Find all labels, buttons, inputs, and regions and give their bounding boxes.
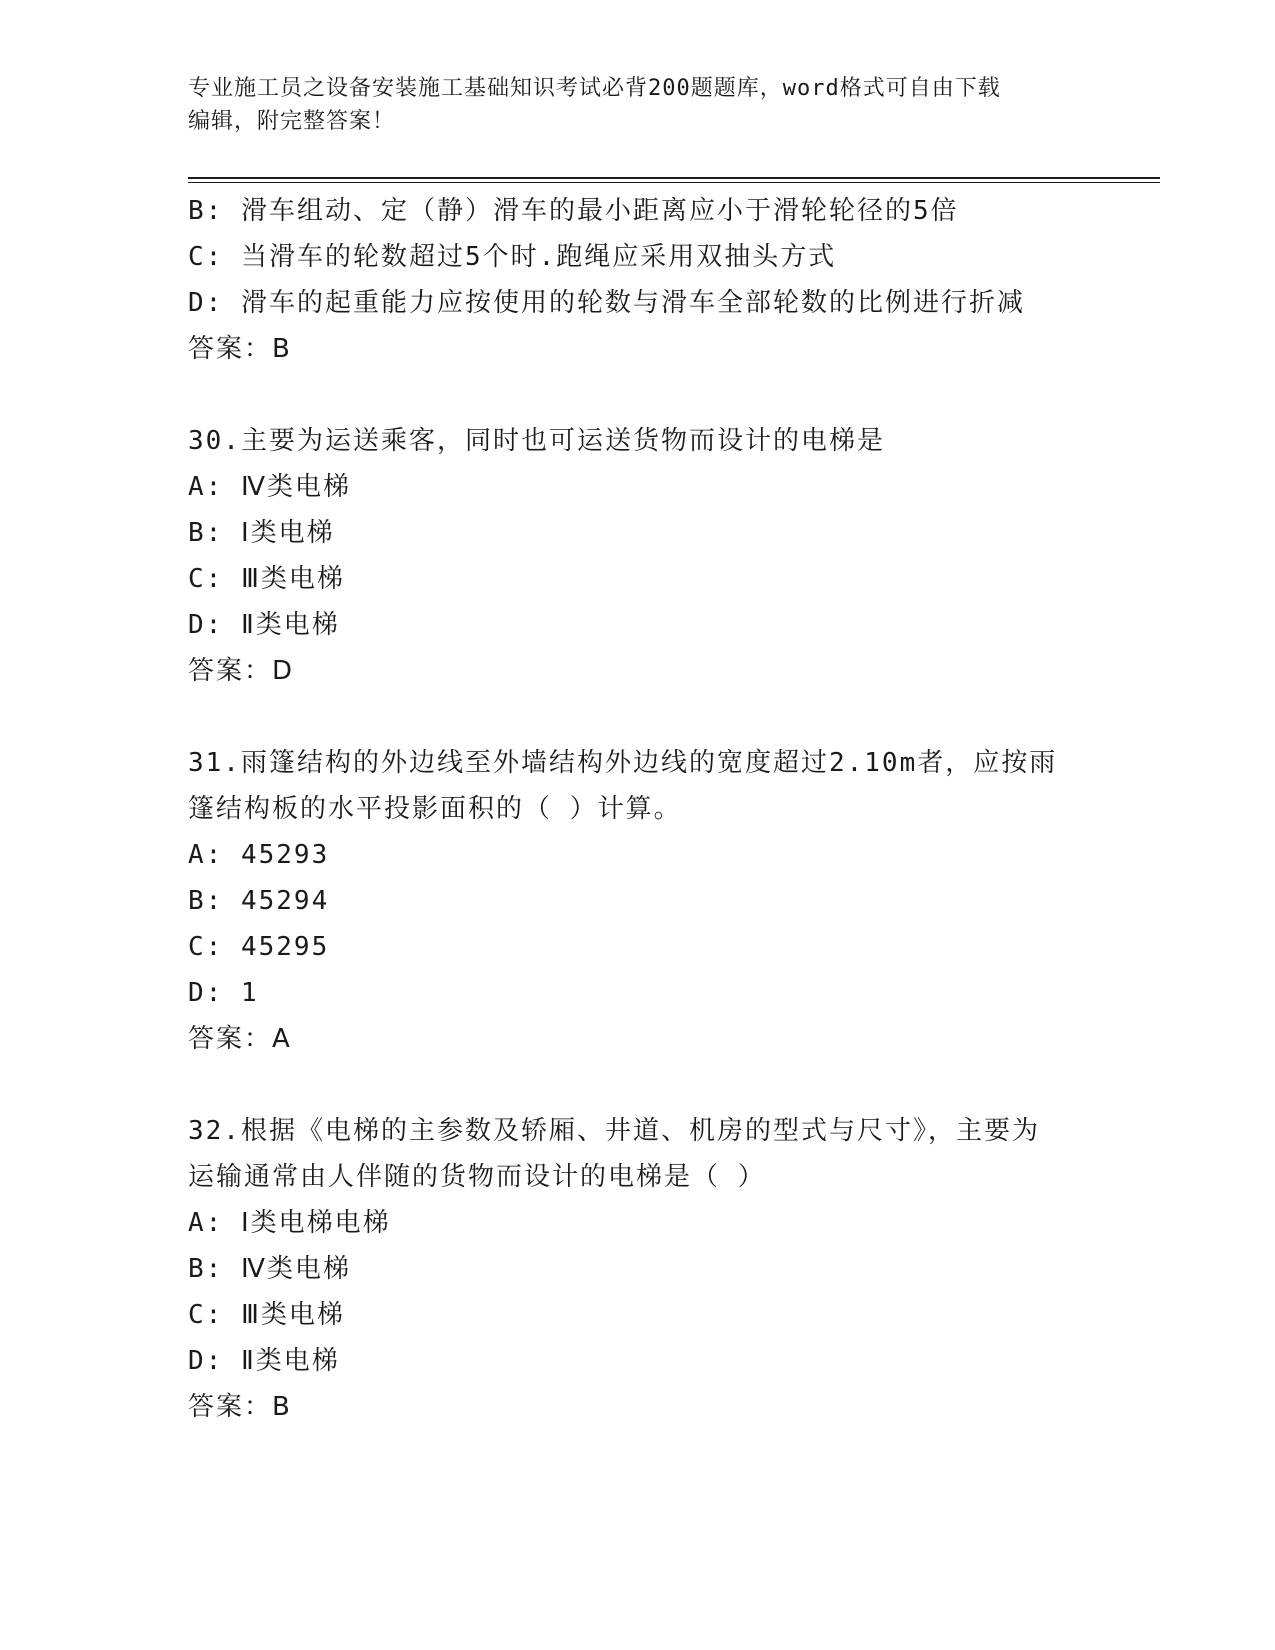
answer-line (188, 1384, 1088, 1430)
header-title-line-1: 专业施工员之设备安装施工基础知识考试必背200题题库，word格式可自由下载 (188, 76, 1001, 101)
answer-label: 答案： (188, 656, 273, 686)
option-d: D: 滑车的起重能力应按使用的轮数与滑车全部轮数的比例进行折减 (188, 288, 1025, 318)
answer-line (188, 1016, 1088, 1062)
answer-label: 答案： (188, 1024, 273, 1054)
answer-value: A (272, 1024, 292, 1054)
answer-line (188, 648, 1088, 694)
option-b: B: Ⅰ类电梯 (188, 518, 335, 548)
answer-label: 答案： (188, 1392, 273, 1422)
option-a: A: 45293 (188, 840, 330, 870)
option-d: D: Ⅱ类电梯 (188, 1346, 340, 1376)
question-32 (188, 1108, 1088, 1430)
option-d: D: 1 (188, 978, 259, 1008)
question-30 (188, 418, 1088, 694)
option-a: A: Ⅰ类电梯电梯 (188, 1208, 391, 1238)
option-d: D: Ⅱ类电梯 (188, 610, 340, 640)
question-stem-line-1: 31.雨篷结构的外边线至外墙结构外边线的宽度超过2.10m者，应按雨 (188, 748, 1058, 778)
answer-value: B (272, 1392, 292, 1422)
question-stem-line-1: 32.根据《电梯的主参数及轿厢、井道、机房的型式与尺寸》，主要为 (188, 1116, 1040, 1146)
header-divider-thin (188, 182, 1160, 183)
option-c: C: Ⅲ类电梯 (188, 564, 345, 594)
answer-value: D (272, 656, 295, 686)
question-stem-line-2: 篷结构板的水平投影面积的（ ）计算。 (188, 794, 682, 824)
option-c: C: Ⅲ类电梯 (188, 1300, 345, 1330)
spacer (188, 1062, 1088, 1108)
option-c: C: 当滑车的轮数超过5个时.跑绳应采用双抽头方式 (188, 242, 837, 272)
question-stem: 30.主要为运送乘客，同时也可运送货物而设计的电梯是 (188, 426, 885, 456)
answer-value: B (272, 334, 292, 364)
option-c: C: 45295 (188, 932, 330, 962)
option-a: A: Ⅳ类电梯 (188, 472, 351, 502)
answer-label: 答案： (188, 334, 273, 364)
header-divider-thick (188, 177, 1160, 179)
answer-line (188, 326, 1088, 372)
question-list (188, 188, 1088, 1430)
option-b: B: 45294 (188, 886, 330, 916)
spacer (188, 372, 1088, 418)
option-b: B: Ⅳ类电梯 (188, 1254, 351, 1284)
document-header (188, 72, 1088, 138)
question-29-continuation (188, 188, 1088, 372)
question-stem-line-2: 运输通常由人伴随的货物而设计的电梯是（ ） (188, 1162, 766, 1192)
spacer (188, 694, 1088, 740)
header-title-line-2: 编辑，附完整答案！ (188, 109, 396, 134)
question-31 (188, 740, 1088, 1062)
option-b: B: 滑车组动、定（静）滑车的最小距离应小于滑轮轮径的5倍 (188, 196, 959, 226)
